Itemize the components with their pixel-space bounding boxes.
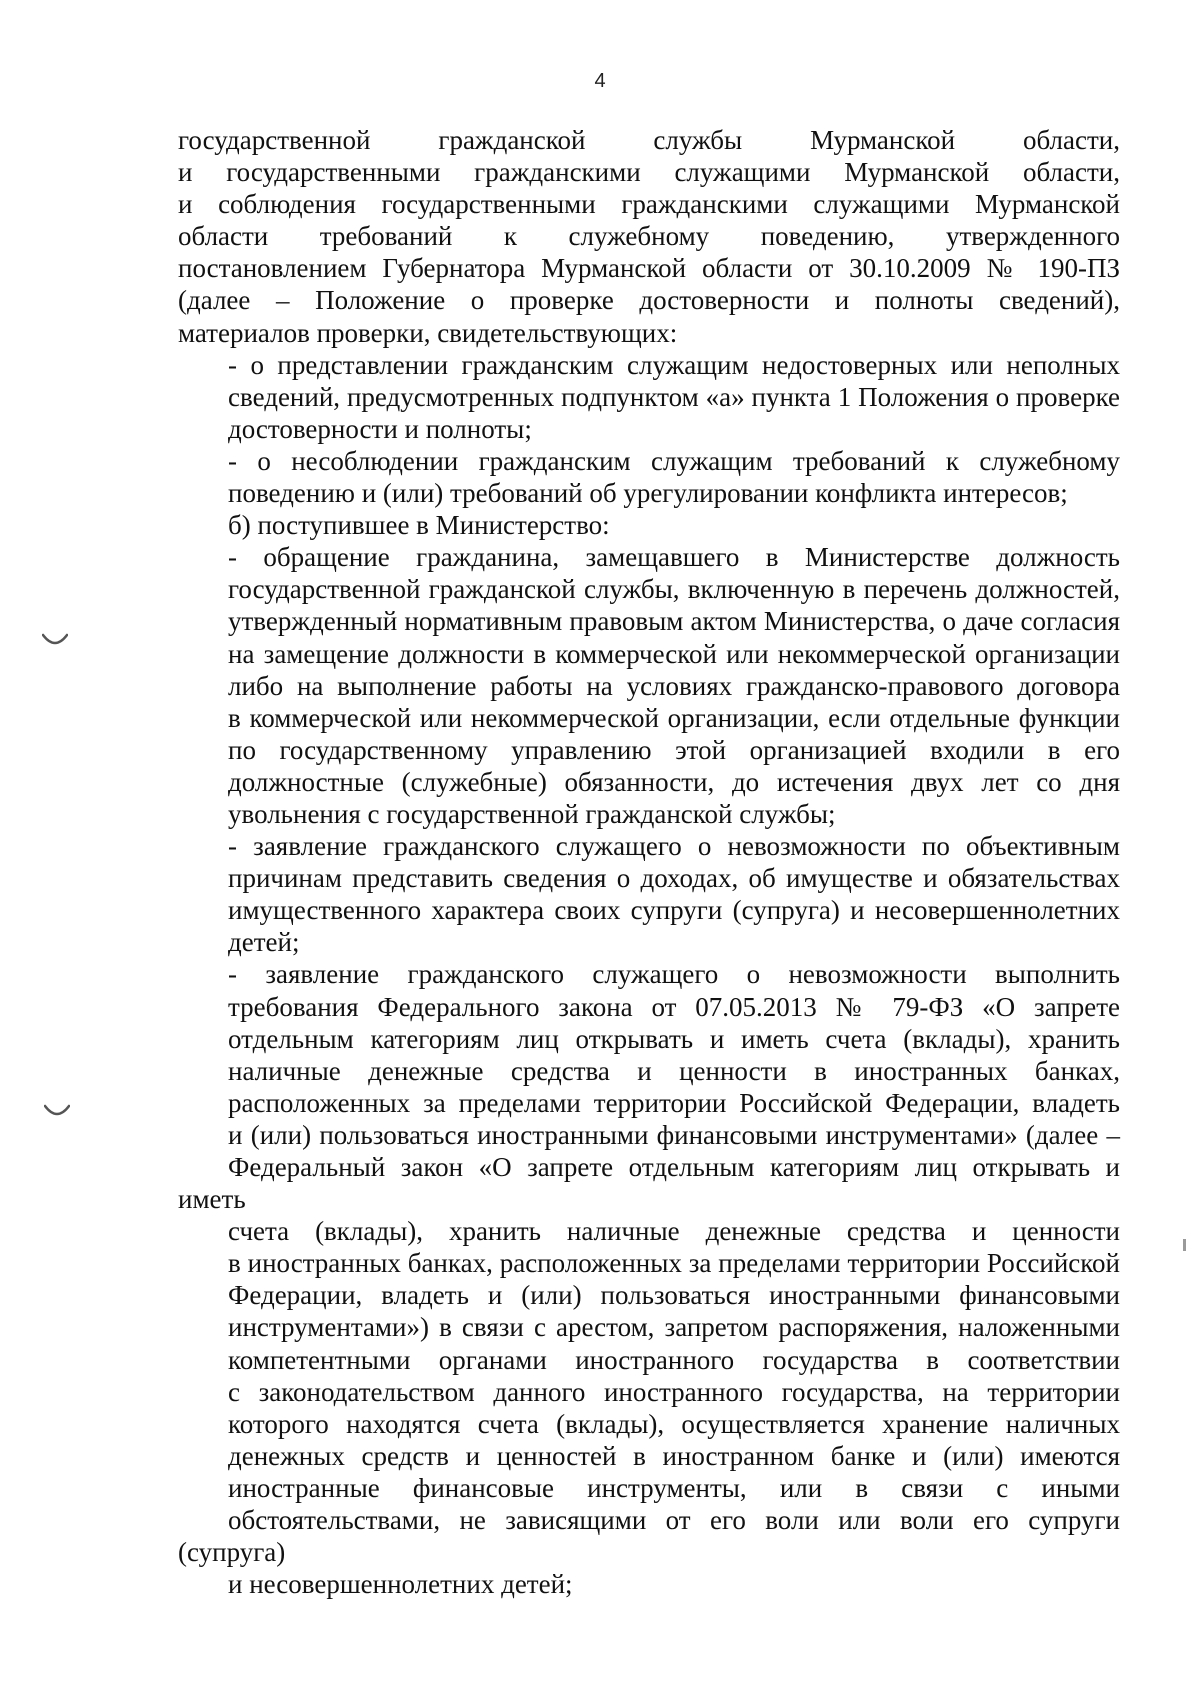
text-line: счета (вклады), хранить наличные денежные средства и ценности [228,1216,1120,1247]
paragraph [178,541,1120,830]
text-line: материалов проверки, свидетельствующих: [178,317,678,348]
text-line: - заявление гражданского служащего о невозможности выполнить [228,959,1120,990]
text-line: б) поступившее в Министерство: [228,510,610,541]
paragraph [178,349,1120,445]
text-line: на замещение должности в коммерческой или некоммерческой организации [228,638,1120,669]
text-line: утвержденный нормативным правовым актом Министерства, о даче согласия [228,606,1120,637]
paragraph [178,445,1120,509]
document-body [178,124,1120,1600]
text-line: области требований к служебному поведению, утвержденного [178,221,1120,252]
text-line: - о несоблюдении гражданским служащим требований к служебному [228,445,1120,476]
text-line: расположенных за пределами территории Российской Федерации, владеть [228,1087,1120,1118]
text-line: (далее – Положение о проверке достоверности и полноты сведений), [178,285,1120,316]
text-line: иностранные финансовые инструменты, или в связи с иными [228,1472,1120,1503]
text-line: инструментами») в связи с арестом, запретом распоряжения, наложенными [228,1312,1120,1343]
text-line: и соблюдения государственными гражданскими служащими Мурманской [178,189,1120,220]
text-line: в иностранных банках, расположенных за пределами территории Российской [228,1248,1120,1279]
text-line: и несовершеннолетних детей; [228,1569,573,1600]
text-line: либо на выполнение работы на условиях гражданско-правового договора [228,670,1120,701]
punch-hole-mark-icon [44,1104,70,1118]
scan-artifact [1183,1239,1186,1251]
paragraph [178,958,1120,1600]
text-line: требования Федерального закона от 07.05.2013 № 79-ФЗ «О запрете [228,991,1120,1022]
text-line: - заявление гражданского служащего о невозможности по объективным [228,831,1120,862]
text-line: имущественного характера своих супруги (супруга) и несовершеннолетних [228,895,1120,926]
text-line: которого находятся счета (вклады), осуществляется хранение наличных [228,1408,1120,1439]
punch-hole-mark-icon [42,633,68,647]
text-line: и государственными гражданскими служащими Мурманской области, [178,157,1120,188]
paragraph [178,124,1120,349]
page-number: 4 [594,70,606,92]
text-line: Федерации, владеть и (или) пользоваться иностранными финансовыми [228,1280,1120,1311]
text-line: государственной гражданской службы, включенную в перечень должностей, [228,574,1120,605]
paragraph [178,830,1120,958]
text-line: детей; [228,927,300,958]
text-line: с законодательством данного иностранного государства, на территории [228,1376,1120,1407]
text-line: обстоятельствами, не зависящими от его воли или воли его супруги (супруга) [178,1505,1120,1568]
text-line: в коммерческой или некоммерческой организации, если отдельные функции [228,702,1120,733]
text-line: достоверности и полноты; [228,413,532,444]
text-line: постановлением Губернатора Мурманской области от 30.10.2009 № 190-ПЗ [178,253,1120,284]
text-line: государственной гражданской службы Мурманской области, [178,125,1120,155]
text-line: должностные (служебные) обязанности, до истечения двух лет со дня [228,766,1120,797]
text-line: - о представлении гражданским служащим недостоверных или неполных [228,349,1120,380]
text-line: Федеральный закон «О запрете отдельным категориям лиц открывать и иметь [178,1152,1120,1215]
text-line: - обращение гражданина, замещавшего в Министерстве должность [228,542,1120,573]
text-line: отдельным категориям лиц открывать и иметь счета (вклады), хранить [228,1023,1120,1054]
text-line: и (или) пользоваться иностранными финансовыми инструментами» (далее – [228,1119,1120,1150]
text-line: причинам представить сведения о доходах, об имуществе и обязательствах [228,863,1120,894]
paragraph [178,509,1120,541]
text-line: поведению и (или) требований об урегулировании конфликта интересов; [228,478,1068,509]
text-line: сведений, предусмотренных подпунктом «а» пункта 1 Положения о проверке [228,381,1120,412]
text-line: наличные денежные средства и ценности в иностранных банках, [228,1055,1120,1086]
text-line: денежных средств и ценностей в иностранном банке и (или) имеются [228,1440,1120,1471]
text-line: по государственному управлению этой организацией входили в его [228,734,1120,765]
text-line: компетентными органами иностранного государства в соответствии [228,1344,1120,1375]
text-line: увольнения с государственной гражданской службы; [228,798,836,829]
